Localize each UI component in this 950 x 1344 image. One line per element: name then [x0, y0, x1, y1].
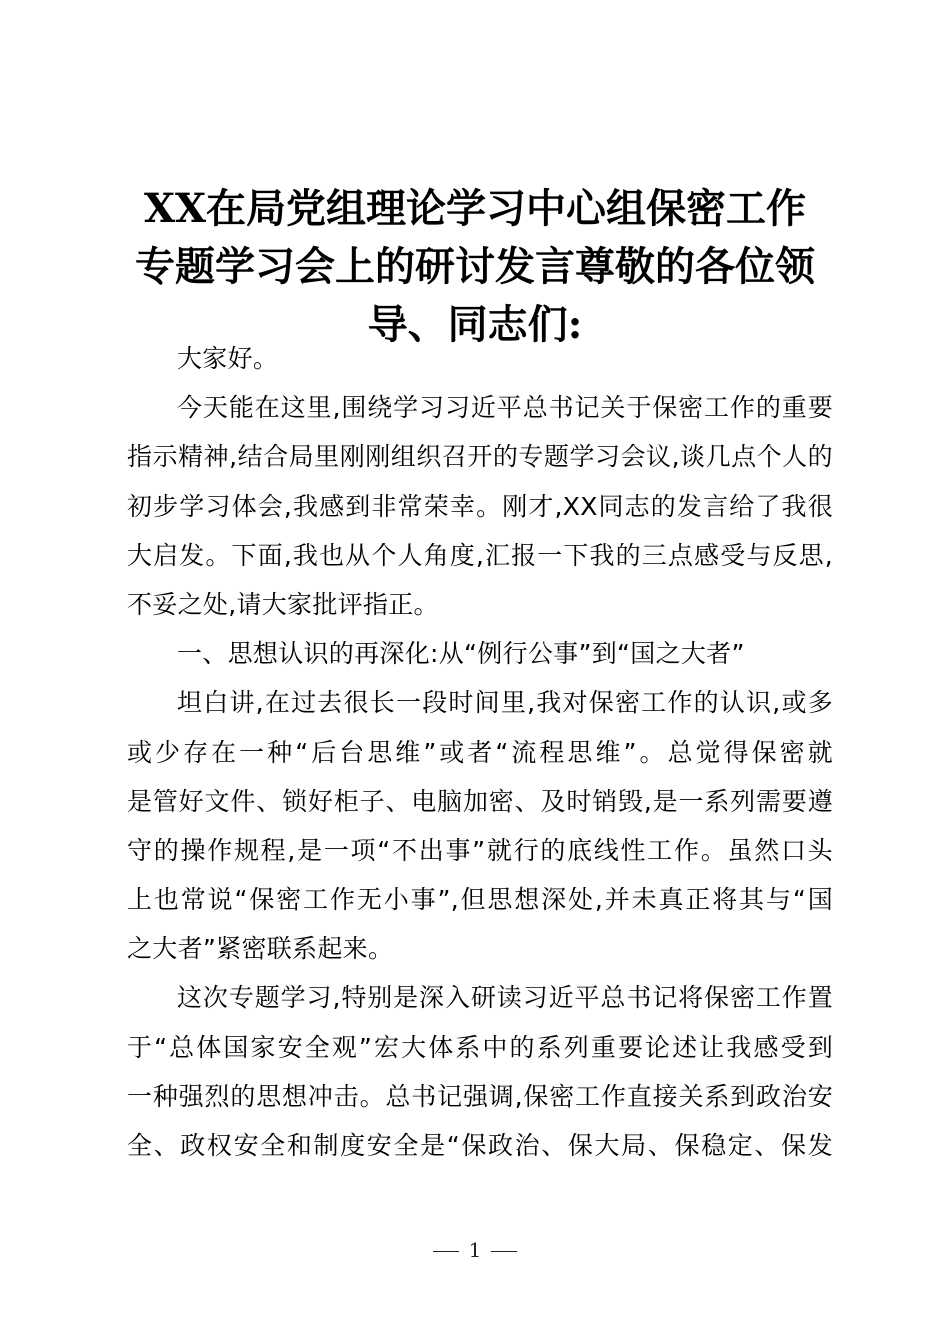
- paragraph-line: 或少存在一种“后台思维”或者“流程思维”。总觉得保密就: [127, 737, 833, 767]
- paragraph-line: 不妥之处,请大家批评指正。: [127, 589, 439, 619]
- paragraph-line: 初步学习体会,我感到非常荣幸。刚才,XX同志的发言给了我很: [127, 491, 833, 521]
- document-title: [100, 180, 850, 354]
- paragraph-intro: [127, 383, 833, 629]
- paragraph-line: 是管好文件、锁好柜子、电脑加密、及时销毁,是一系列需要遵: [127, 786, 833, 816]
- paragraph-line: 一种强烈的思想冲击。总书记强调,保密工作直接关系到政治安: [127, 1081, 833, 1111]
- paragraph-line: 之大者”紧密联系起来。: [127, 934, 394, 964]
- page-number: 1: [468, 1238, 482, 1262]
- paragraph-line: 于“总体国家安全观”宏大体系中的系列重要论述让我感受到: [127, 1032, 833, 1062]
- paragraph-line: 大启发。下面,我也从个人角度,汇报一下我的三点感受与反思,: [127, 540, 833, 570]
- title-line: XX在局党组理论学习中心组保密工作: [143, 185, 807, 232]
- paragraph-line: 指示精神,结合局里刚刚组织召开的专题学习会议,谈几点个人的: [127, 442, 833, 472]
- title-line: 专题学习会上的研讨发言尊敬的各位领: [135, 243, 815, 290]
- title-line: 导、同志们:: [367, 301, 583, 348]
- section-heading: 一、思想认识的再深化:从“例行公事”到“国之大者”: [177, 639, 745, 669]
- paragraph-line: 全、政权安全和制度安全是“保政治、保大局、保稳定、保发: [127, 1131, 833, 1160]
- greeting-paragraph: 大家好。: [177, 344, 279, 373]
- paragraph-line: 坦白讲,在过去很长一段时间里,我对保密工作的认识,或多: [177, 688, 833, 718]
- paragraph-line: 上也常说“保密工作无小事”,但思想深处,并未真正将其与“国: [127, 885, 833, 915]
- paragraph-line: 今天能在这里,围绕学习习近平总书记关于保密工作的重要: [177, 393, 833, 423]
- footer-dash-right: [491, 1251, 517, 1253]
- footer-dash-left: [433, 1251, 459, 1253]
- page-footer: [0, 1238, 950, 1262]
- paragraph-line: 这次专题学习,特别是深入研读习近平总书记将保密工作置: [177, 983, 833, 1013]
- document-body: [127, 334, 833, 1170]
- paragraph-study: [127, 973, 833, 1170]
- paragraph-reflection: [127, 678, 833, 973]
- paragraph-line: 守的操作规程,是一项“不出事”就行的底线性工作。虽然口头: [127, 835, 833, 865]
